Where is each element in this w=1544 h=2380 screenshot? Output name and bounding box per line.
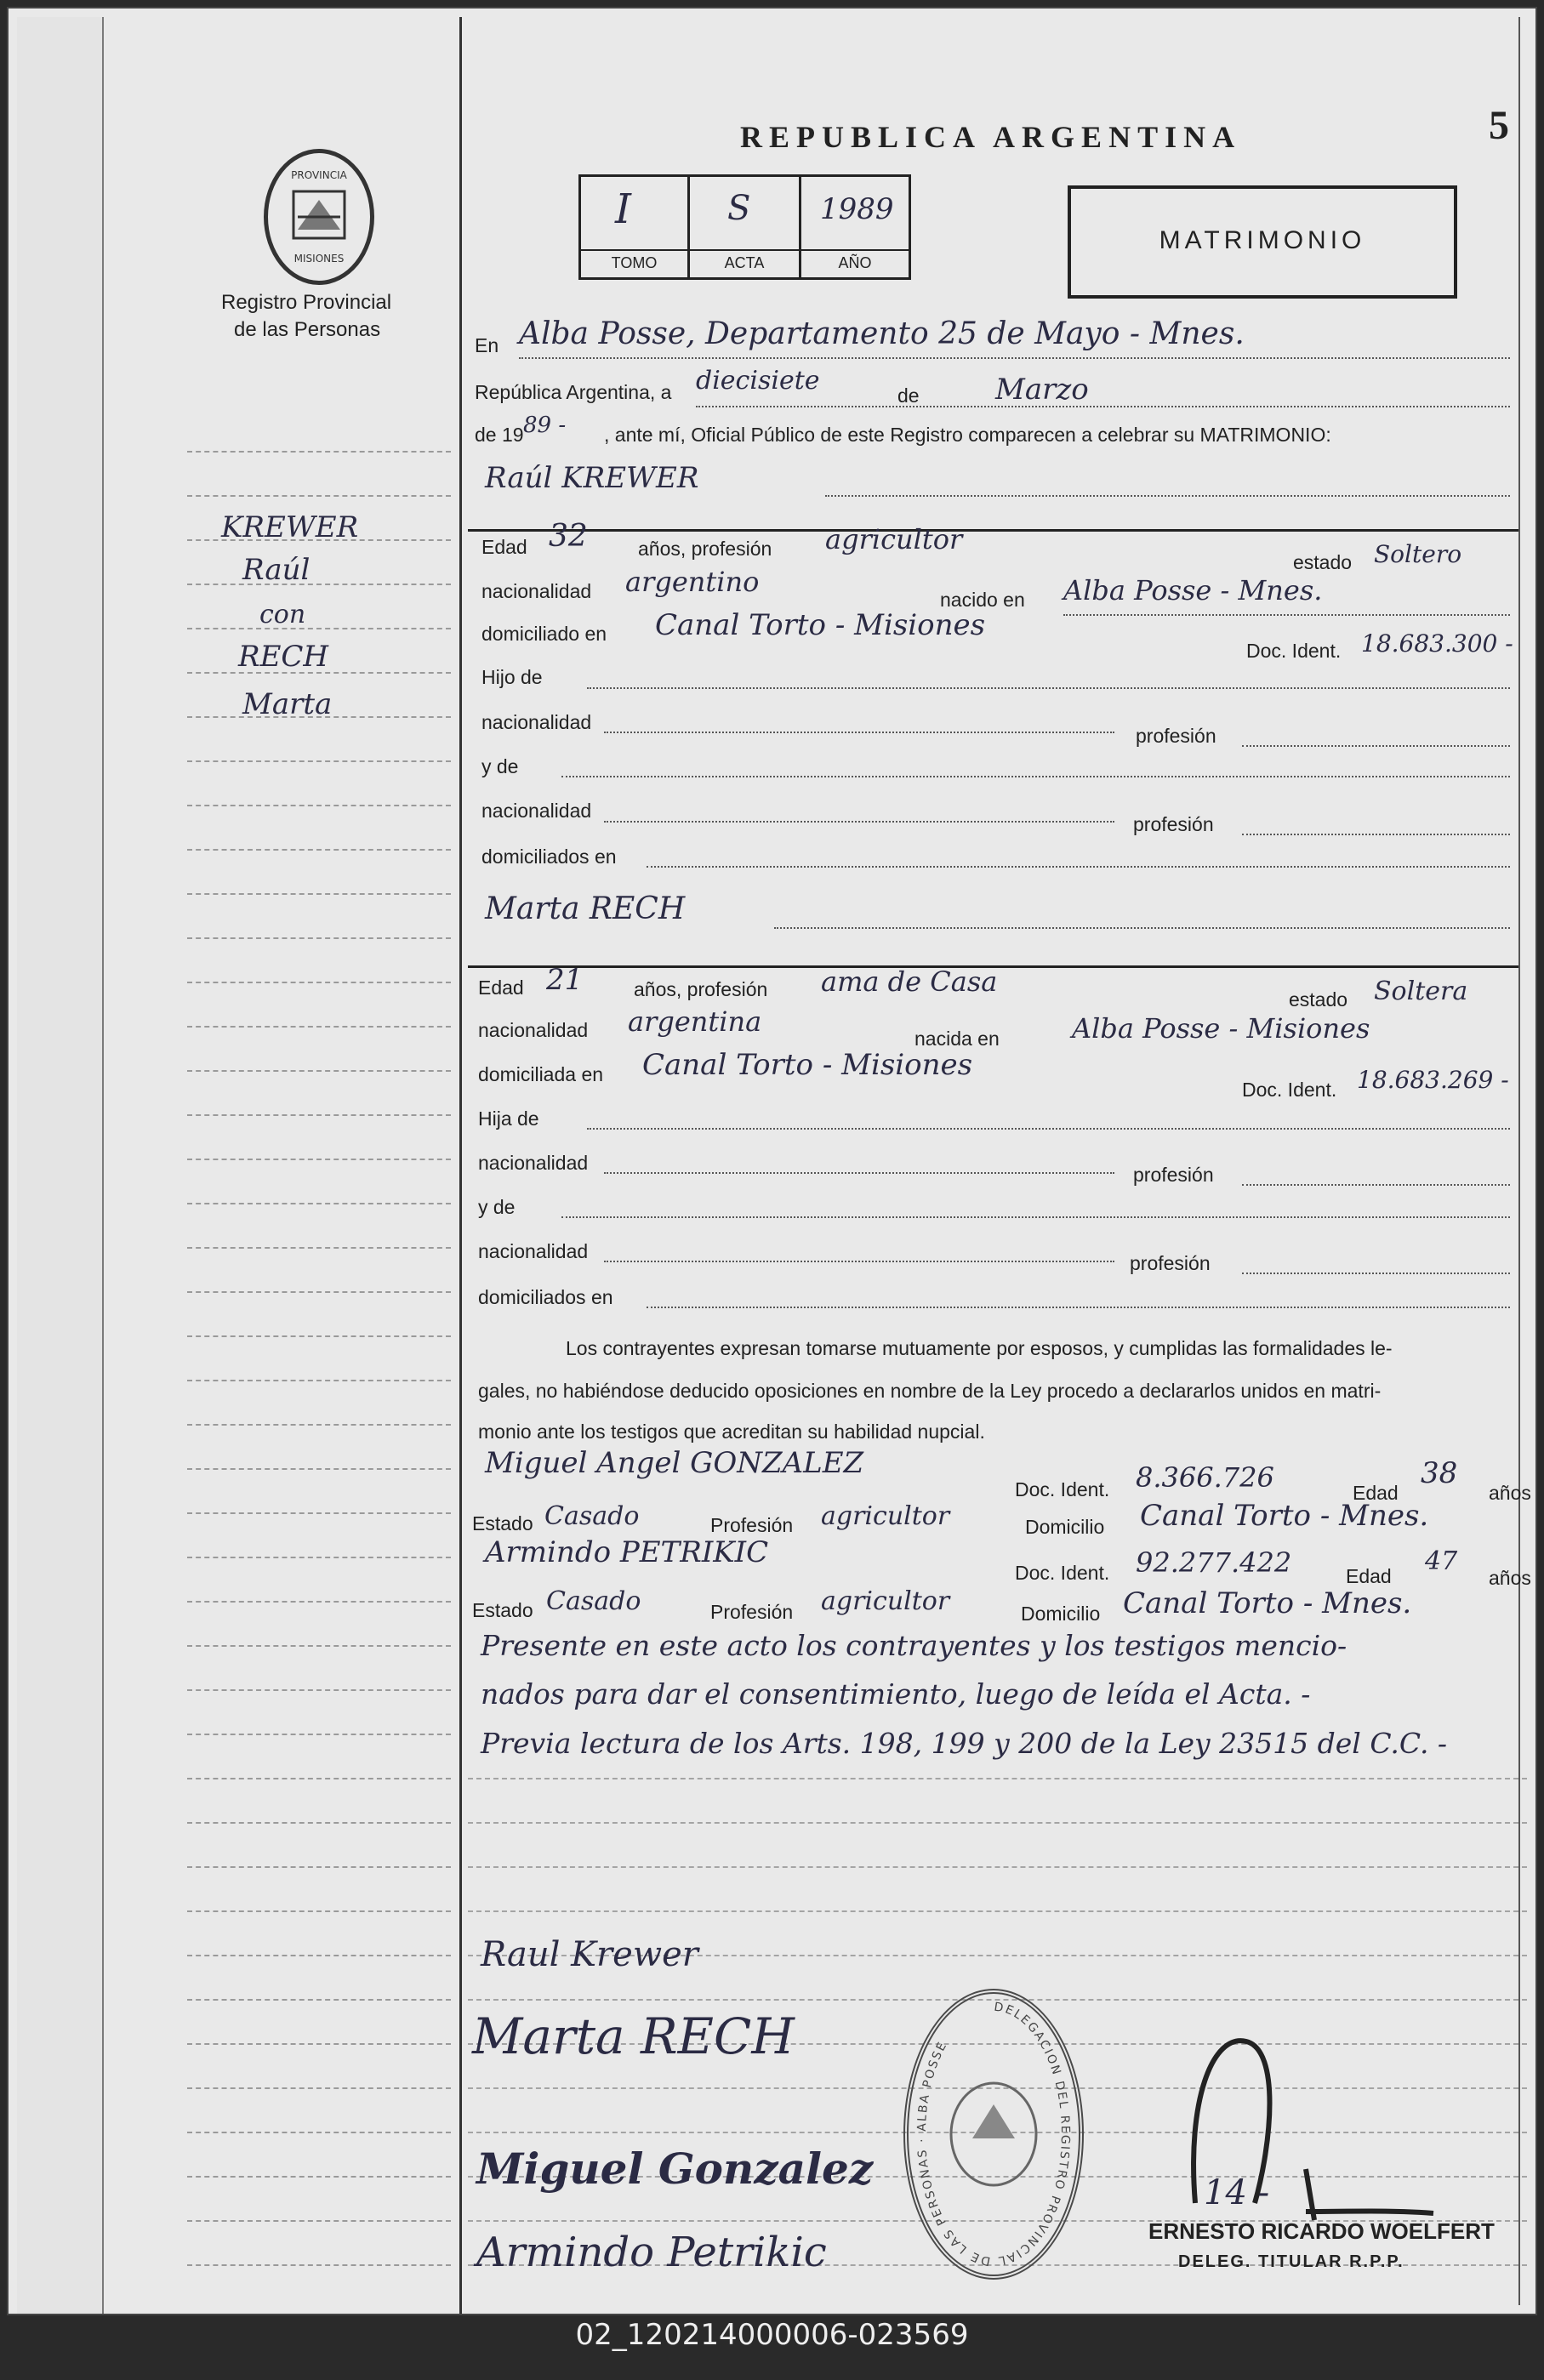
bride-prof-father-label: profesión	[1133, 1164, 1214, 1186]
registry-line2: de las Personas	[234, 318, 381, 341]
doc-type-box	[1068, 185, 1457, 299]
margin-con: con	[259, 600, 306, 629]
groom-nac-father-label: nacionalidad	[481, 711, 592, 733]
bride-estado-label: estado	[1289, 988, 1348, 1011]
bride-nacida: Alba Posse - Misiones	[1072, 1012, 1370, 1045]
binding-spine	[17, 17, 104, 2314]
province-seal-icon	[264, 149, 374, 285]
groom-domicilio: Canal Torto - Misiones	[655, 608, 986, 642]
registry-line1: Registro Provincial	[221, 291, 392, 314]
de-label: de	[897, 384, 920, 407]
witness2-name: Armindo PETRIKIC	[485, 1535, 769, 1569]
page-right-border	[1518, 17, 1520, 2305]
margin-name-groom: Raúl	[242, 553, 311, 587]
groom-hijo-label: Hijo de	[481, 666, 543, 688]
official-title: DELEG. TITULAR R.P.P.	[1178, 2252, 1404, 2271]
witness1-profesion: agricultor	[821, 1501, 950, 1531]
register-page	[7, 7, 1537, 2315]
witness2-doc-label: Doc. Ident.	[1015, 1562, 1110, 1584]
groom-name: Raúl KREWER	[485, 461, 699, 495]
bride-nac-father-label: nacionalidad	[478, 1152, 589, 1174]
day-value: diecisiete	[696, 366, 820, 396]
signature-witness1: Miguel Gonzalez	[476, 2144, 874, 2194]
groom-edad: 32	[549, 519, 588, 554]
witness2-estado-label: Estado	[472, 1599, 533, 1621]
bride-domiciliados-label: domiciliados en	[478, 1286, 613, 1308]
groom-doc-label: Doc. Ident.	[1246, 640, 1342, 662]
witness1-edad-label: Edad	[1353, 1482, 1399, 1504]
doc-type: MATRIMONIO	[1159, 226, 1366, 254]
declaration-line2: gales, no habiéndose deducido oposiciones en nombre de la Ley procedo a declararlos unidos en matri-	[478, 1380, 1382, 1402]
margin-name-bride: Marta	[242, 687, 333, 721]
bride-nac-mother-label: nacionalidad	[478, 1240, 589, 1262]
groom-nac-label: nacionalidad	[481, 580, 592, 602]
acta-value: S	[727, 189, 751, 228]
year-prefix: de 19	[475, 424, 524, 446]
en-label: En	[475, 334, 499, 356]
official-name: ERNESTO RICARDO WOELFERT	[1148, 2218, 1495, 2244]
notes-line3: Previa lectura de los Arts. 198, 199 y 200 de la Ley 23515 del C.C. -	[481, 1727, 1448, 1760]
seal-bottom-text: MISIONES	[293, 253, 345, 265]
witness1-domicilio: Canal Torto - Mnes.	[1140, 1499, 1429, 1533]
groom-edad-label: Edad	[481, 536, 527, 558]
bride-doc-label: Doc. Ident.	[1242, 1079, 1337, 1101]
tomo-value: I	[615, 185, 631, 233]
signature-bride: Marta RECH	[472, 2007, 795, 2065]
notes-line1: Presente en este acto los contrayentes y los testigos mencio-	[481, 1629, 1347, 1662]
signature-groom: Raul Krewer	[481, 1935, 698, 1974]
bride-hija-label: Hija de	[478, 1107, 539, 1130]
notes-line2: nados para dar el consentimiento, luego de leída el Acta. -	[481, 1677, 1311, 1711]
groom-prof-mother-label: profesión	[1133, 813, 1214, 835]
declaration-line3: monio ante los testigos que acreditan su habilidad nupcial.	[478, 1421, 985, 1443]
groom-profesion: agricultor	[825, 523, 963, 555]
witness1-name: Miguel Angel GONZALEZ	[485, 1446, 864, 1480]
bride-yde-label: y de	[478, 1196, 516, 1218]
witness1-doc: 8.366.726	[1136, 1461, 1274, 1494]
groom-nacido: Alba Posse - Mnes.	[1063, 574, 1323, 606]
margin-surname-groom: KREWER	[221, 510, 359, 544]
registry-stamp-icon	[903, 1989, 1084, 2280]
groom-yde-label: y de	[481, 755, 519, 777]
witness1-estado-label: Estado	[472, 1512, 533, 1534]
ano-label: AÑO	[801, 249, 909, 272]
witness1-estado: Casado	[544, 1501, 640, 1531]
witness2-anos-label: años	[1489, 1567, 1531, 1589]
witness1-doc-label: Doc. Ident.	[1015, 1478, 1110, 1500]
acta-label: ACTA	[690, 249, 799, 272]
witness2-domicilio-label: Domicilio	[1021, 1603, 1101, 1625]
bride-nac-label: nacionalidad	[478, 1019, 589, 1041]
year-suffix: 89 -	[523, 413, 567, 438]
bride-domic-label: domiciliada en	[478, 1063, 604, 1085]
bride-profesion: ama de Casa	[821, 965, 998, 998]
witness2-doc: 92.277.422	[1136, 1546, 1292, 1579]
place-value: Alba Posse, Departamento 25 de Mayo - Mnes.	[519, 316, 1245, 351]
signature-witness2: Armindo Petrikic	[476, 2229, 827, 2276]
page-number: 5	[1489, 103, 1509, 148]
witness2-estado: Casado	[546, 1586, 641, 1616]
groom-estado: Soltero	[1374, 540, 1462, 568]
republica-label: República Argentina, a	[475, 381, 672, 403]
witness2-edad: 47	[1425, 1546, 1458, 1576]
declaration-line1: Los contrayentes expresan tomarse mutuamente por esposos, y cumplidas las formalidades le-	[566, 1337, 1393, 1359]
groom-doc: 18.683.300 -	[1361, 629, 1513, 658]
witness1-profesion-label: Profesión	[710, 1514, 794, 1536]
bride-estado: Soltera	[1374, 976, 1468, 1006]
witness2-profesion-label: Profesión	[710, 1601, 794, 1623]
tomo-label: TOMO	[581, 249, 687, 272]
month-value: Marzo	[995, 373, 1089, 407]
witness1-domicilio-label: Domicilio	[1025, 1516, 1105, 1538]
groom-nacionalidad: argentino	[625, 566, 760, 598]
stamp-text: DELEGACION DEL REGISTRO PROVINCIAL DE LAS PERSONAS · ALBA POSSE	[914, 2000, 1073, 2269]
groom-nac-mother-label: nacionalidad	[481, 800, 592, 822]
image-code: 02_120214000006-023569	[575, 2318, 969, 2352]
bride-profesion-label: años, profesión	[634, 978, 768, 1000]
seal-top-text: PROVINCIA	[291, 169, 347, 181]
witness1-anos-label: años	[1489, 1482, 1531, 1504]
official-initials: 14 -	[1204, 2173, 1270, 2212]
groom-domiciliados-label: domiciliados en	[481, 846, 617, 868]
margin-surname-bride: RECH	[238, 640, 329, 674]
witness1-edad: 38	[1421, 1456, 1458, 1490]
bride-name: Marta RECH	[485, 891, 686, 926]
groom-domic-label: domiciliado en	[481, 623, 607, 645]
bride-nacida-label: nacida en	[914, 1028, 1000, 1050]
witness2-domicilio: Canal Torto - Mnes.	[1123, 1586, 1412, 1620]
bride-edad-label: Edad	[478, 976, 524, 999]
witness2-profesion: agricultor	[821, 1586, 950, 1616]
comparecen-text: , ante mí, Oficial Público de este Registro comparecen a celebrar su MATRIMONIO:	[604, 424, 1331, 446]
record-id-box	[578, 174, 911, 280]
ano-value: 1989	[820, 192, 894, 226]
bride-nacionalidad: argentina	[628, 1005, 762, 1038]
bride-prof-mother-label: profesión	[1130, 1252, 1211, 1274]
groom-profesion-label: años, profesión	[638, 538, 772, 560]
page-title: REPUBLICA ARGENTINA	[740, 120, 1242, 154]
groom-nacido-label: nacido en	[940, 589, 1025, 611]
groom-prof-father-label: profesión	[1136, 725, 1216, 747]
bride-edad: 21	[546, 963, 584, 997]
margin-column	[102, 17, 462, 2314]
witness2-edad-label: Edad	[1346, 1565, 1392, 1587]
groom-estado-label: estado	[1293, 551, 1353, 573]
bride-doc: 18.683.269 -	[1357, 1066, 1509, 1094]
bride-domicilio: Canal Torto - Misiones	[642, 1048, 973, 1082]
